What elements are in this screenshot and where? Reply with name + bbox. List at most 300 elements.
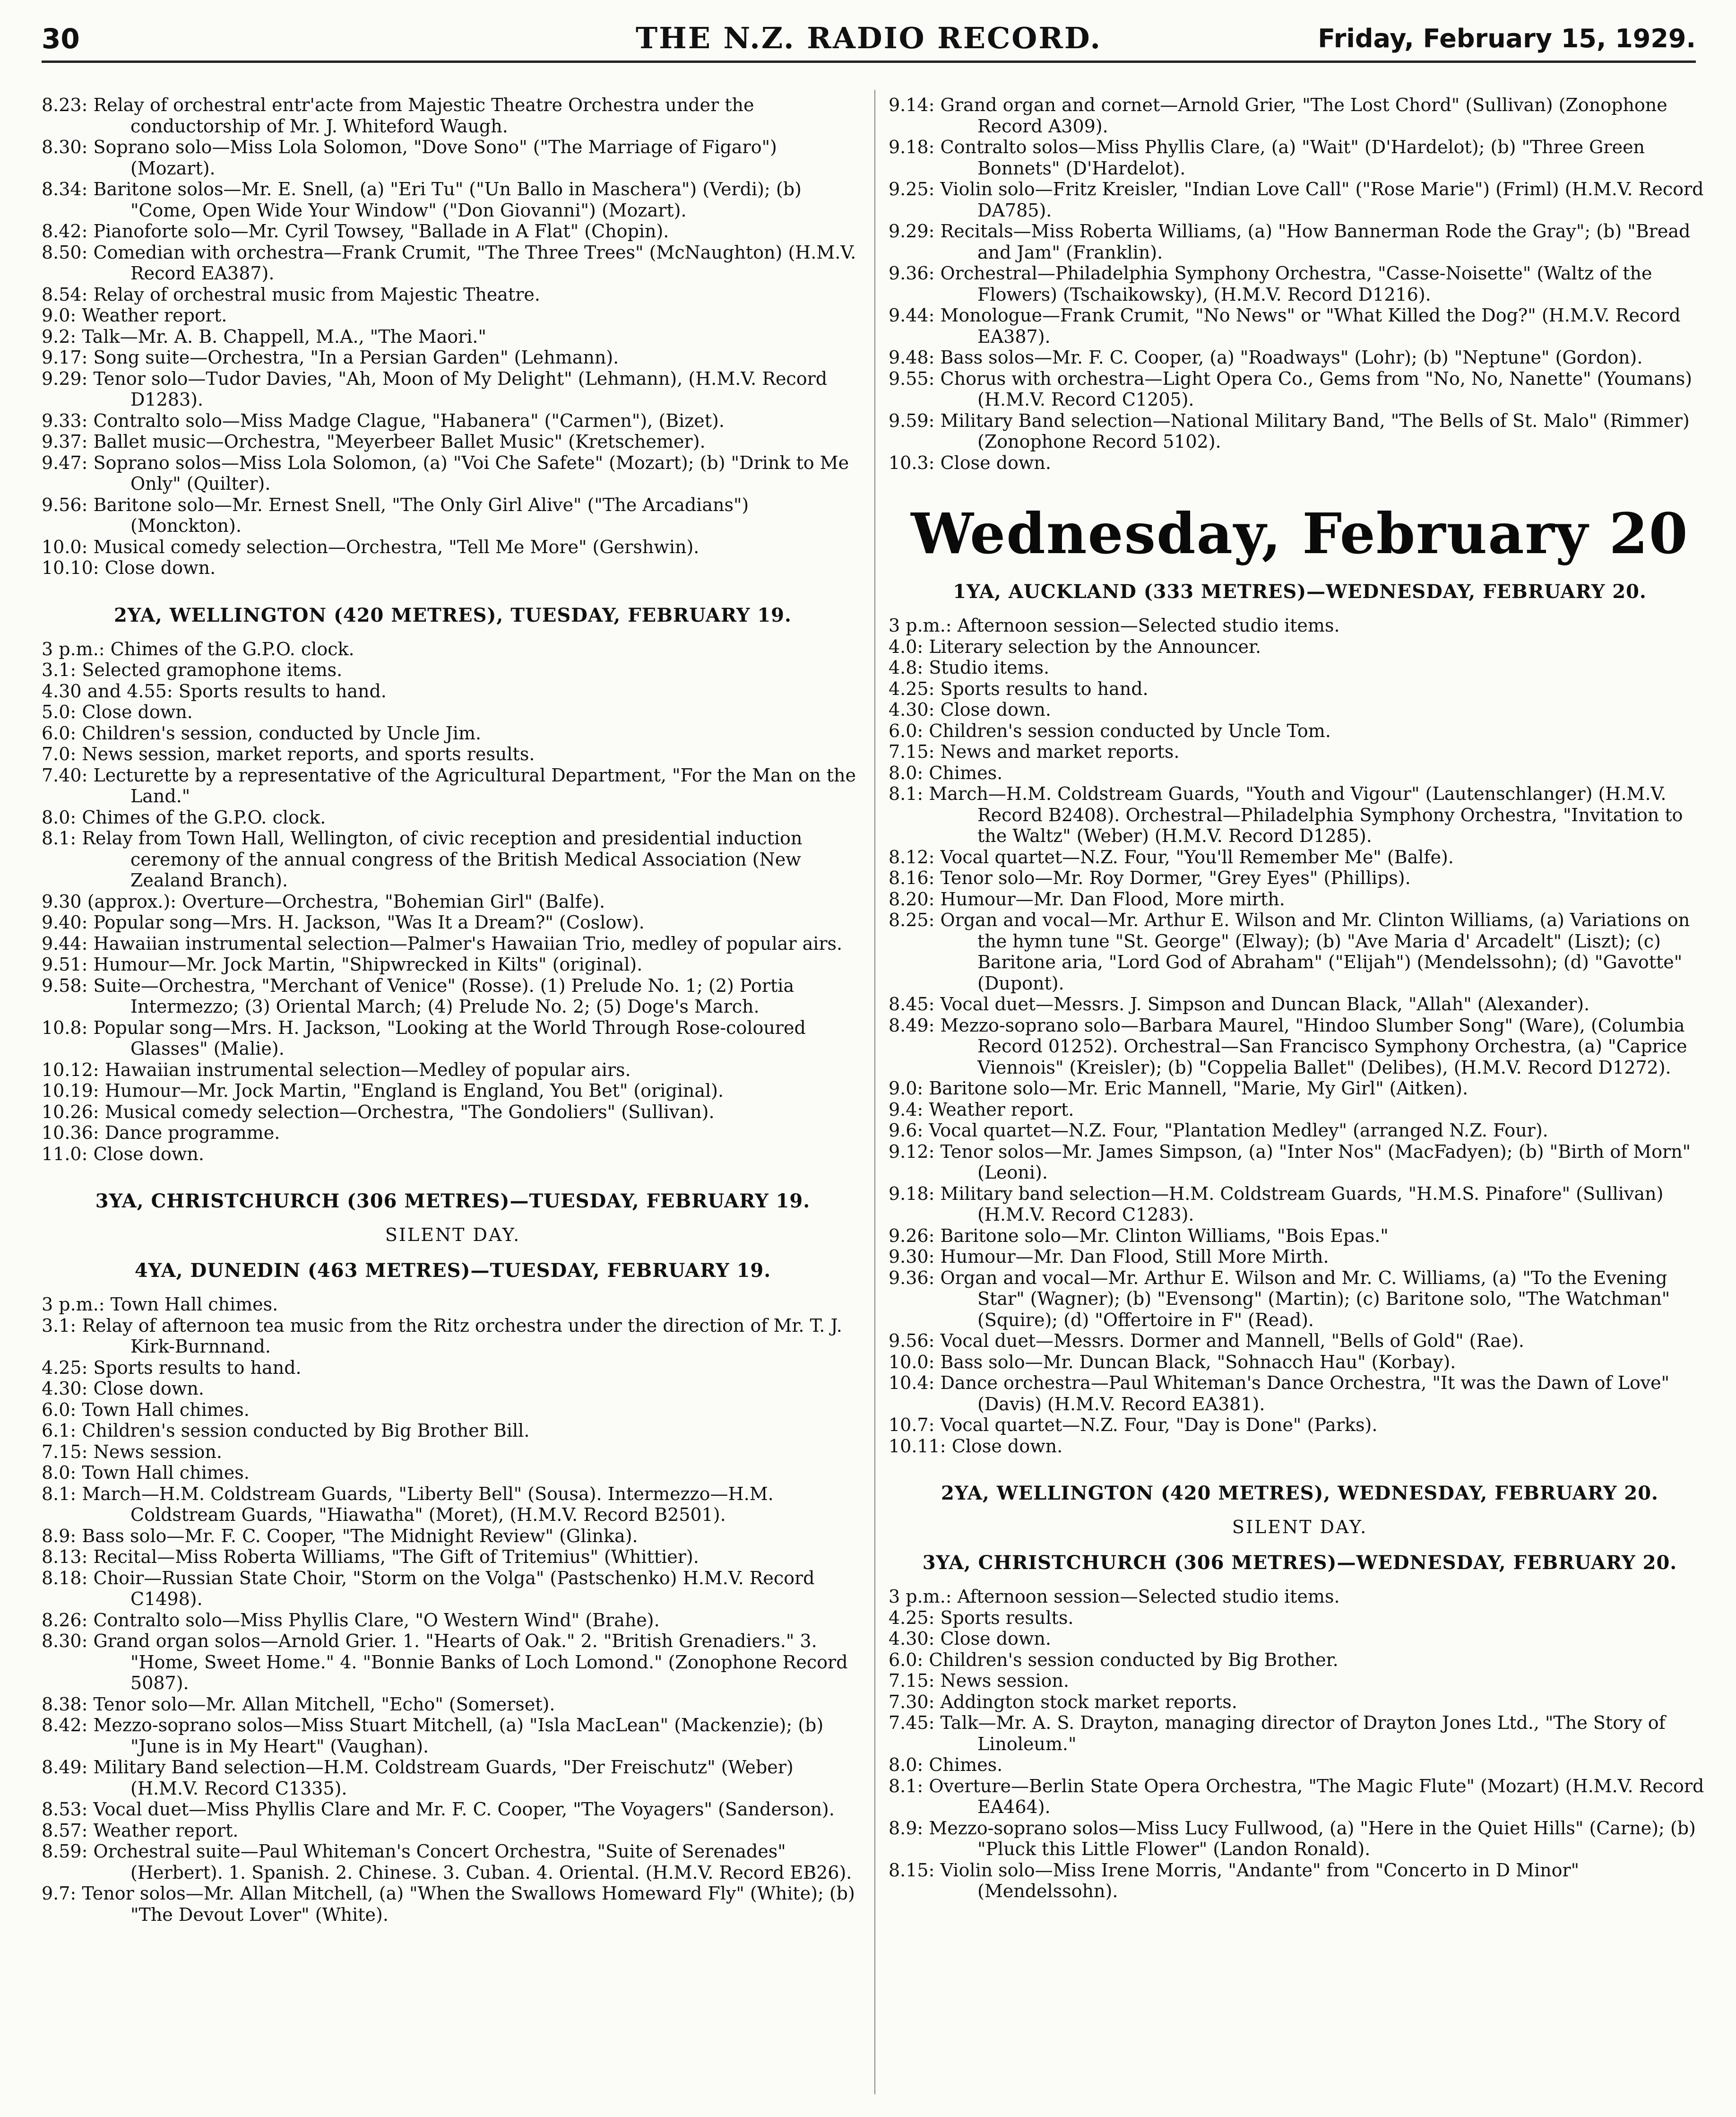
entry-time: 3 p.m.:	[42, 638, 105, 659]
section-heading: 2YA, WELLINGTON (420 METRES), TUESDAY, FEBRUARY 19.	[114, 604, 792, 626]
section-heading: 3YA, CHRISTCHURCH (306 METRES)—TUESDAY, FEBRUARY 19.	[95, 1190, 811, 1212]
entry-text: Organ and vocal—Mr. Arthur E. Wilson and Mr. C. Williams, (a) "To the Evening Star" (Wagner); (b) "Evensong" (Martin); (c) Baritone solo, "The Watchman" (Squire); (d) "Offertoire in F" (Read).	[940, 1267, 1670, 1330]
entry-time: 8.0:	[889, 1754, 924, 1775]
entry-text: Close down.	[940, 452, 1051, 473]
entry-time: 9.12:	[889, 1141, 935, 1162]
entry-text: Relay of orchestral entr'acte from Majestic Theatre Orchestra under the conductorship of Mr. J. Whiteford Waugh.	[93, 95, 754, 137]
entry-time: 9.48:	[889, 347, 935, 368]
programme-entry	[42, 1610, 864, 1631]
entry-text: Baritone solo—Mr. Ernest Snell, "The Only Girl Alive" ("The Arcadians") (Monckton).	[93, 494, 749, 536]
programme-list	[42, 639, 864, 1165]
programme-entry	[889, 1754, 1711, 1776]
entry-text: Suite—Orchestra, "Merchant of Venice" (Rosse). (1) Prelude No. 1; (2) Portia Intermezzo; (3) Oriental March; (4) Prelude No. 2; (5) Doge's March.	[93, 975, 795, 1017]
entry-text: Chorus with orchestra—Light Opera Co., Gems from "No, No, Nanette" (Youmans) (H.M.V. Record C1205).	[940, 368, 1693, 410]
entry-text: Selected gramophone items.	[82, 659, 343, 680]
entry-text: Literary selection by the Announcer.	[929, 636, 1261, 657]
entry-time: 8.9:	[42, 1525, 77, 1546]
entry-time: 9.7:	[42, 1883, 77, 1904]
entry-time: 10.4:	[889, 1372, 935, 1393]
programme-entry	[889, 1078, 1711, 1099]
entry-time: 8.16:	[889, 868, 935, 888]
programme-entry	[42, 1820, 864, 1841]
page-number: 30	[42, 23, 80, 55]
programme-list	[889, 95, 1711, 473]
entry-text: Orchestral suite—Paul Whiteman's Concert Orchestra, "Suite of Serenades" (Herbert). 1. Spanish. 2. Chinese. 3. Cuban. 4. Oriental. (H.M.V. Record EB26).	[93, 1841, 852, 1883]
entry-text: Lecturette by a representative of the Agricultural Department, "For the Man on the Land."	[93, 764, 856, 807]
entry-text: Children's session conducted by Big Brother.	[929, 1649, 1339, 1670]
programme-entry	[42, 681, 864, 702]
entry-time: 9.0:	[889, 1078, 924, 1099]
entry-time: 8.45:	[889, 994, 935, 1015]
entry-text: Musical comedy selection—Orchestra, "Tell Me More" (Gershwin).	[93, 536, 700, 557]
entry-time: 8.9:	[889, 1817, 924, 1839]
programme-entry	[889, 1246, 1711, 1267]
entry-time: 8.25:	[889, 910, 935, 930]
programme-entry	[42, 1715, 864, 1757]
entry-text: Pianoforte solo—Mr. Cyril Towsey, "Ballade in A Flat" (Chopin).	[93, 221, 669, 242]
day-heading: Wednesday, February 20	[911, 501, 1689, 566]
entry-time: 10.10:	[42, 557, 99, 578]
entry-time: 10.0:	[889, 1351, 935, 1372]
programme-list	[42, 95, 864, 579]
entry-time: 4.30:	[42, 1378, 88, 1399]
entry-text: Close down.	[940, 699, 1051, 720]
programme-entry	[42, 137, 864, 179]
entry-time: 9.51:	[42, 954, 88, 975]
entry-text: Baritone solos—Mr. E. Snell, (a) "Eri Tu" ("Un Ballo in Maschera") (Verdi); (b) "Come, Open Wide Your Window" ("Don Giovanni") (Mozart).	[93, 179, 802, 221]
entry-time: 11.0:	[42, 1143, 88, 1164]
programme-entry	[889, 1649, 1711, 1671]
entry-time: 9.29:	[889, 221, 935, 242]
entry-time: 8.0:	[42, 807, 77, 828]
programme-entry	[889, 699, 1711, 720]
entry-text: Vocal duet—Messrs. J. Simpson and Duncan Black, "Allah" (Alexander).	[940, 994, 1590, 1015]
programme-entry	[42, 828, 864, 891]
entry-text: Chimes.	[929, 762, 1003, 783]
entry-text: Weather report.	[929, 1099, 1074, 1120]
entry-time: 4.0:	[889, 636, 924, 657]
entry-text: Contralto solo—Miss Phyllis Clare, "O Western Wind" (Brahe).	[93, 1609, 660, 1631]
entry-text: Tenor solos—Mr. James Simpson, (a) "Inter Nos" (MacFadyen); (b) "Birth of Morn" (Leoni).	[940, 1141, 1691, 1183]
entry-time: 3 p.m.:	[889, 1586, 952, 1607]
entry-text: Close down.	[940, 1628, 1051, 1649]
entry-time: 9.14:	[889, 95, 935, 115]
entry-text: Musical comedy selection—Orchestra, "The Gondoliers" (Sullivan).	[104, 1101, 715, 1122]
entry-time: 8.38:	[42, 1693, 88, 1715]
entry-time: 4.8:	[889, 657, 924, 678]
entry-time: 9.25:	[889, 179, 935, 200]
programme-entry	[42, 1694, 864, 1715]
entry-time: 10.12:	[42, 1059, 99, 1080]
programme-entry	[889, 720, 1711, 742]
entry-time: 8.30:	[42, 137, 88, 157]
entry-time: 8.26:	[42, 1609, 88, 1631]
programme-entry	[889, 1330, 1711, 1352]
entry-time: 10.26:	[42, 1101, 99, 1122]
entry-text: Grand organ solos—Arnold Grier. 1. "Hearts of Oak." 2. "British Grenadiers." 3. "Home, Sweet Home." 4. "Bonnie Banks of Loch Lomond." (Zonophone Record 5087).	[93, 1631, 848, 1693]
entry-text: Recitals—Miss Roberta Williams, (a) "How Bannerman Rode the Gray"; (b) "Bread and Jam" (Franklin).	[940, 221, 1691, 263]
entry-time: 4.25:	[42, 1357, 88, 1378]
entry-text: Humour—Mr. Jock Martin, "Shipwrecked in Kilts" (original).	[93, 954, 643, 975]
programme-entry	[889, 452, 1711, 474]
programme-entry	[42, 1144, 864, 1165]
entry-time: 3.1:	[42, 1315, 77, 1336]
entry-text: Baritone solo—Mr. Eric Mannell, "Marie, My Girl" (Aitken).	[929, 1078, 1468, 1099]
entry-time: 7.15:	[889, 741, 935, 762]
entry-text: Close down.	[951, 1435, 1063, 1457]
programme-entry	[889, 1628, 1711, 1649]
entry-text: Mezzo-soprano solo—Barbara Maurel, "Hindoo Slumber Song" (Ware), (Columbia Record 01252). Orchestral—San Francisco Symphony Orchestra, (a) "Caprice Viennois" (Kreisler); (b) "Coppelia Ballet" (Delibes), (H.M.V. Record D1272).	[940, 1015, 1687, 1078]
programme-entry	[889, 1015, 1711, 1078]
section-heading: 2YA, WELLINGTON (420 METRES), WEDNESDAY, FEBRUARY 20.	[941, 1482, 1658, 1504]
entry-time: 7.15:	[889, 1670, 935, 1691]
entry-text: Orchestral—Philadelphia Symphony Orchestra, "Casse-Noisette" (Waltz of the Flowers) (Tschaikowsky), (H.M.V. Record D1216).	[940, 263, 1652, 305]
programme-entry	[42, 1799, 864, 1820]
programme-entry	[889, 95, 1711, 137]
entry-time: 9.56:	[42, 494, 88, 515]
programme-entry	[889, 1099, 1711, 1120]
programme-entry	[889, 263, 1711, 305]
entry-text: News session.	[93, 1441, 222, 1462]
entry-time: 9.37:	[42, 431, 88, 452]
entry-text: Comedian with orchestra—Frank Crumit, "The Three Trees" (McNaughton) (H.M.V. Record EA387).	[93, 242, 856, 284]
programme-entry	[42, 639, 864, 660]
programme-entry	[889, 1776, 1711, 1818]
programme-entry	[889, 221, 1711, 263]
entry-text: Organ and vocal—Mr. Arthur E. Wilson and Mr. Clinton Williams, (a) Variations on the hymn tune "St. George" (Elway); (b) "Ave Maria d' Arcadelt" (Liszt); (c) Baritone aria, "Lord God of Abraham" ("Elijah") (Mendelssohn); (d) "Gavotte" (Dupont).	[940, 910, 1690, 994]
programme-entry	[42, 702, 864, 723]
entry-time: 7.45:	[889, 1712, 935, 1733]
programme-entry	[889, 1352, 1711, 1373]
entry-text: Song suite—Orchestra, "In a Persian Garden" (Lehmann).	[93, 347, 619, 368]
entry-time: 8.0:	[889, 762, 924, 783]
entry-time: 8.42:	[42, 1715, 88, 1735]
entry-time: 8.42:	[42, 221, 88, 242]
entry-time: 8.54:	[42, 284, 88, 305]
entry-text: Chimes.	[929, 1754, 1003, 1775]
programme-entry	[42, 368, 864, 410]
entry-time: 8.1:	[42, 828, 77, 849]
left-column	[42, 95, 864, 2090]
column-divider	[874, 90, 875, 2094]
programme-entry	[42, 1017, 864, 1059]
entry-time: 9.36:	[889, 263, 935, 284]
entry-time: 4.25:	[889, 678, 935, 699]
entry-time: 3 p.m.:	[42, 1294, 105, 1315]
entry-text: March—H.M. Coldstream Guards, "Liberty Bell" (Sousa). Intermezzo—H.M. Coldstream Guards, "Hiawatha" (Moret), (H.M.V. Record B2501).	[82, 1483, 774, 1525]
programme-entry	[42, 1441, 864, 1463]
programme-entry	[42, 305, 864, 326]
programme-entry	[889, 1141, 1711, 1183]
programme-entry	[42, 221, 864, 242]
programme-entry	[42, 1315, 864, 1357]
entry-time: 9.33:	[42, 410, 88, 431]
entry-text: Tenor solo—Mr. Roy Dormer, "Grey Eyes" (Phillips).	[940, 868, 1411, 888]
entry-time: 9.59:	[889, 410, 935, 431]
entry-time: 4.30 and 4.55:	[42, 680, 173, 702]
programme-list	[42, 1294, 864, 1925]
entry-text: Chimes of the G.P.O. clock.	[82, 807, 326, 828]
entry-text: Sports results to hand.	[940, 678, 1149, 699]
entry-time: 7.0:	[42, 744, 77, 764]
issue-date: Friday, February 15, 1929.	[1318, 24, 1696, 53]
programme-entry	[42, 1757, 864, 1799]
entry-time: 6.0:	[889, 1649, 924, 1670]
entry-time: 9.17:	[42, 347, 88, 368]
entry-text: Sports results.	[940, 1607, 1074, 1628]
entry-text: Vocal duet—Messrs. Dormer and Mannell, "Bells of Gold" (Rae).	[940, 1330, 1524, 1351]
entry-time: 10.19:	[42, 1080, 99, 1101]
entry-time: 9.4:	[889, 1099, 924, 1120]
programme-entry	[42, 452, 864, 495]
programme-entry	[889, 910, 1711, 994]
entry-time: 10.7:	[889, 1414, 935, 1435]
programme-entry	[889, 1436, 1711, 1457]
entry-text: Hawaiian instrumental selection—Medley of popular airs.	[104, 1059, 631, 1080]
entry-text: Bass solos—Mr. F. C. Cooper, (a) "Roadways" (Lohr); (b) "Neptune" (Gordon).	[940, 347, 1643, 368]
programme-list	[889, 615, 1711, 1457]
programme-entry	[42, 95, 864, 137]
entry-text: Mezzo-soprano solos—Miss Stuart Mitchell, (a) "Isla MacLean" (Mackenzie); (b) "June is in My Heart" (Vaughan).	[93, 1715, 824, 1757]
programme-entry	[889, 1860, 1711, 1902]
programme-entry	[889, 763, 1711, 784]
section-heading: 3YA, CHRISTCHURCH (306 METRES)—WEDNESDAY, FEBRUARY 20.	[922, 1552, 1677, 1574]
entry-text: Soprano solos—Miss Lola Solomon, (a) "Voi Che Safete" (Mozart); (b) "Drink to Me Only" (Quilter).	[93, 452, 849, 494]
programme-entry	[889, 636, 1711, 658]
entry-text: Vocal quartet—N.Z. Four, "You'll Remember Me" (Balfe).	[940, 846, 1454, 868]
programme-list	[889, 1586, 1711, 1902]
entry-text: Weather report.	[82, 305, 227, 326]
entry-text: Popular song—Mrs. H. Jackson, "Looking at the World Through Rose-coloured Glasses" (Malie).	[93, 1017, 806, 1059]
programme-entry	[42, 744, 864, 765]
entry-time: 8.50:	[42, 242, 88, 263]
programme-entry	[889, 1670, 1711, 1692]
entry-text: News and market reports.	[940, 741, 1180, 762]
entry-text: Contralto solos—Miss Phyllis Clare, (a) "Wait" (D'Hardelot); (b) "Three Green Bonnets" (D'Hardelot).	[940, 137, 1645, 179]
programme-entry	[42, 410, 864, 432]
programme-entry	[889, 1692, 1711, 1713]
programme-entry	[889, 1607, 1711, 1629]
section-heading: 4YA, DUNEDIN (463 METRES)—TUESDAY, FEBRUARY 19.	[134, 1259, 771, 1282]
entry-text: Soprano solo—Miss Lola Solomon, "Dove Sono" ("The Marriage of Figaro") (Mozart).	[93, 137, 777, 179]
entry-time: 9.29:	[42, 368, 88, 389]
entry-time: 8.23:	[42, 95, 88, 115]
entry-text: Vocal quartet—N.Z. Four, "Day is Done" (Parks).	[940, 1414, 1378, 1435]
entry-text: Ballet music—Orchestra, "Meyerbeer Ballet Music" (Kretschemer).	[93, 431, 706, 452]
entry-time: 9.47:	[42, 452, 88, 473]
entry-text: Tenor solo—Mr. Allan Mitchell, "Echo" (Somerset).	[93, 1693, 555, 1715]
programme-entry	[42, 975, 864, 1017]
entry-time: 9.56:	[889, 1330, 935, 1351]
entry-text: Relay from Town Hall, Wellington, of civic reception and presidential induction ceremony of the annual congress of the British Medical Association (New Zealand Branch).	[82, 828, 803, 891]
entry-text: Children's session conducted by Uncle Tom.	[929, 720, 1331, 741]
entry-time: 9.2:	[42, 326, 77, 347]
programme-entry	[889, 657, 1711, 678]
programme-entry	[889, 1818, 1711, 1860]
programme-entry	[42, 1484, 864, 1526]
programme-entry	[889, 783, 1711, 847]
entry-text: (approx.): Overture—Orchestra, "Bohemian Girl" (Balfe).	[87, 891, 605, 912]
entry-text: Chimes of the G.P.O. clock.	[110, 638, 354, 659]
entry-time: 6.1:	[42, 1420, 77, 1441]
silent-day-note: SILENT DAY.	[385, 1224, 521, 1245]
entry-text: Vocal duet—Miss Phyllis Clare and Mr. F. C. Cooper, "The Voyagers" (Sanderson).	[93, 1799, 835, 1820]
programme-entry	[42, 723, 864, 744]
entry-time: 4.30:	[889, 699, 935, 720]
programme-entry	[42, 1568, 864, 1610]
entry-time: 9.18:	[889, 137, 935, 157]
entry-time: 9.0:	[42, 305, 77, 326]
entry-time: 10.11:	[889, 1435, 946, 1457]
entry-text: Relay of orchestral music from Majestic Theatre.	[93, 284, 540, 305]
entry-text: Military Band selection—National Military Band, "The Bells of St. Malo" (Rimmer) (Zonophone Record 5102).	[940, 410, 1690, 452]
entry-text: Tenor solo—Tudor Davies, "Ah, Moon of My Delight" (Lehmann), (H.M.V. Record D1283).	[93, 368, 828, 410]
programme-entry	[889, 1225, 1711, 1247]
programme-entry	[42, 1294, 864, 1315]
entry-time: 7.40:	[42, 764, 88, 786]
programme-entry	[889, 741, 1711, 763]
entry-time: 10.8:	[42, 1017, 88, 1038]
entry-text: Relay of afternoon tea music from the Ritz orchestra under the direction of Mr. T. J. Kirk-Burnnand.	[82, 1315, 842, 1357]
programme-entry	[42, 1399, 864, 1421]
programme-entry	[42, 431, 864, 452]
entry-text: Addington stock market reports.	[940, 1691, 1237, 1712]
entry-time: 3 p.m.:	[889, 615, 952, 636]
programme-entry	[889, 179, 1711, 221]
entry-text: Bass solo—Mr. F. C. Cooper, "The Midnight Review" (Glinka).	[82, 1525, 638, 1546]
programme-entry	[889, 137, 1711, 179]
entry-time: 8.34:	[42, 179, 88, 200]
programme-entry	[42, 659, 864, 681]
programme-entry	[889, 1712, 1711, 1754]
programme-entry	[889, 1120, 1711, 1141]
section-heading: 1YA, AUCKLAND (333 METRES)—WEDNESDAY, FEBRUARY 20.	[953, 581, 1647, 603]
entry-time: 3.1:	[42, 659, 77, 680]
entry-text: Humour—Mr. Dan Flood, More mirth.	[940, 888, 1285, 910]
entry-time: 9.36:	[889, 1267, 935, 1288]
entry-time: 8.53:	[42, 1799, 88, 1820]
entry-text: Military Band selection—H.M. Coldstream Guards, "Der Freischutz" (Weber) (H.M.V. Record C1335).	[93, 1757, 794, 1799]
programme-entry	[889, 305, 1711, 347]
entry-text: Town Hall chimes.	[110, 1294, 278, 1315]
entry-time: 8.1:	[889, 783, 924, 804]
entry-time: 8.49:	[42, 1757, 88, 1778]
silent-day-note: SILENT DAY.	[1232, 1517, 1368, 1537]
entry-time: 8.30:	[42, 1631, 88, 1651]
programme-entry	[889, 410, 1711, 452]
entry-text: Talk—Mr. A. B. Chappell, M.A., "The Maori."	[82, 326, 486, 347]
entry-time: 5.0:	[42, 702, 77, 722]
programme-entry	[42, 1102, 864, 1123]
entry-time: 9.6:	[889, 1120, 924, 1141]
entry-text: Close down.	[93, 1143, 204, 1164]
entry-time: 9.30:	[889, 1246, 935, 1267]
entry-time: 8.18:	[42, 1567, 88, 1588]
entry-text: Baritone solo—Mr. Clinton Williams, "Bois Epas."	[940, 1225, 1389, 1246]
entry-text: Close down.	[93, 1378, 204, 1399]
entry-time: 7.15:	[42, 1441, 88, 1462]
entry-text: Studio items.	[929, 657, 1050, 678]
paper-title: THE N.Z. RADIO RECORD.	[636, 21, 1102, 55]
entry-text: Children's session conducted by Big Brother Bill.	[82, 1420, 530, 1441]
programme-entry	[42, 495, 864, 537]
entry-time: 6.0:	[42, 1399, 77, 1420]
programme-entry	[42, 1080, 864, 1102]
entry-time: 8.49:	[889, 1015, 935, 1036]
programme-entry	[42, 1420, 864, 1441]
entry-time: 9.44:	[42, 933, 88, 954]
programme-entry	[889, 678, 1711, 700]
right-column	[889, 95, 1711, 2090]
entry-text: Dance programme.	[104, 1122, 280, 1143]
programme-entry	[42, 347, 864, 368]
entry-text: Violin solo—Miss Irene Morris, "Andante" from "Concerto in D Minor" (Mendelssohn).	[940, 1859, 1580, 1901]
entry-time: 8.20:	[889, 888, 935, 910]
programme-entry	[42, 537, 864, 558]
entry-text: March—H.M. Coldstream Guards, "Youth and Vigour" (Lautenschlanger) (H.M.V. Record B2408). Orchestral—Philadelphia Symphony Orchestra, "Invitation to the Waltz" (Weber) (H.M.V. Record D1285).	[929, 783, 1683, 846]
programme-entry	[42, 891, 864, 912]
entry-text: Tenor solos—Mr. Allan Mitchell, (a) "When the Swallows Homeward Fly" (White); (b) "The Devout Lover" (White).	[82, 1883, 855, 1925]
entry-time: 10.36:	[42, 1122, 99, 1143]
programme-entry	[889, 889, 1711, 910]
entry-time: 9.58:	[42, 975, 88, 996]
programme-entry	[42, 1357, 864, 1379]
masthead	[42, 18, 1696, 63]
entry-time: 10.0:	[42, 536, 88, 557]
entry-time: 8.1:	[889, 1775, 924, 1796]
programme-entry	[889, 615, 1711, 636]
entry-text: News session, market reports, and sports results.	[82, 744, 535, 764]
entry-text: Grand organ and cornet—Arnold Grier, "The Lost Chord" (Sullivan) (Zonophone Record A309).	[940, 95, 1667, 137]
entry-time: 8.1:	[42, 1483, 77, 1504]
entry-time: 8.13:	[42, 1546, 88, 1567]
programme-entry	[889, 994, 1711, 1015]
entry-text: Talk—Mr. A. S. Drayton, managing director of Drayton Jones Ltd., "The Story of Linoleum."	[940, 1712, 1666, 1754]
programme-entry	[42, 1546, 864, 1568]
programme-entry	[42, 1059, 864, 1081]
entry-time: 9.44:	[889, 305, 935, 326]
programme-entry	[42, 1462, 864, 1484]
entry-time: 8.15:	[889, 1859, 935, 1881]
programme-entry	[42, 557, 864, 579]
programme-entry	[889, 368, 1711, 410]
entry-time: 9.30	[42, 891, 82, 912]
programme-entry	[42, 1526, 864, 1547]
programme-entry	[889, 1372, 1711, 1414]
programme-entry	[889, 868, 1711, 889]
entry-text: Contralto solo—Miss Madge Clague, "Habanera" ("Carmen"), (Bizet).	[93, 410, 725, 431]
entry-text: Recital—Miss Roberta Williams, "The Gift of Tritemius" (Whittier).	[93, 1546, 699, 1567]
entry-text: Popular song—Mrs. H. Jackson, "Was It a Dream?" (Coslow).	[93, 912, 645, 933]
programme-entry	[42, 765, 864, 807]
programme-entry	[889, 1267, 1711, 1331]
entry-text: Military band selection—H.M. Coldstream Guards, "H.M.S. Pinafore" (Sullivan) (H.M.V. Record C1283).	[940, 1183, 1664, 1225]
entry-time: 8.12:	[889, 846, 935, 868]
programme-entry	[42, 954, 864, 975]
entry-text: Afternoon session—Selected studio items.	[957, 615, 1340, 636]
entry-text: Vocal quartet—N.Z. Four, "Plantation Medley" (arranged N.Z. Four).	[929, 1120, 1548, 1141]
entry-text: Town Hall chimes.	[82, 1399, 250, 1420]
entry-time: 7.30:	[889, 1691, 935, 1712]
programme-entry	[42, 326, 864, 347]
programme-entry	[42, 933, 864, 954]
programme-entry	[42, 1883, 864, 1925]
entry-text: Close down.	[82, 702, 193, 722]
entry-text: Overture—Berlin State Opera Orchestra, "The Magic Flute" (Mozart) (H.M.V. Record EA464).	[929, 1775, 1704, 1817]
entry-text: Choir—Russian State Choir, "Storm on the Volga" (Pastschenko) H.M.V. Record C1498).	[93, 1567, 815, 1609]
entry-text: Bass solo—Mr. Duncan Black, "Sohnacch Hau" (Korbay).	[940, 1351, 1456, 1372]
programme-entry	[42, 242, 864, 284]
